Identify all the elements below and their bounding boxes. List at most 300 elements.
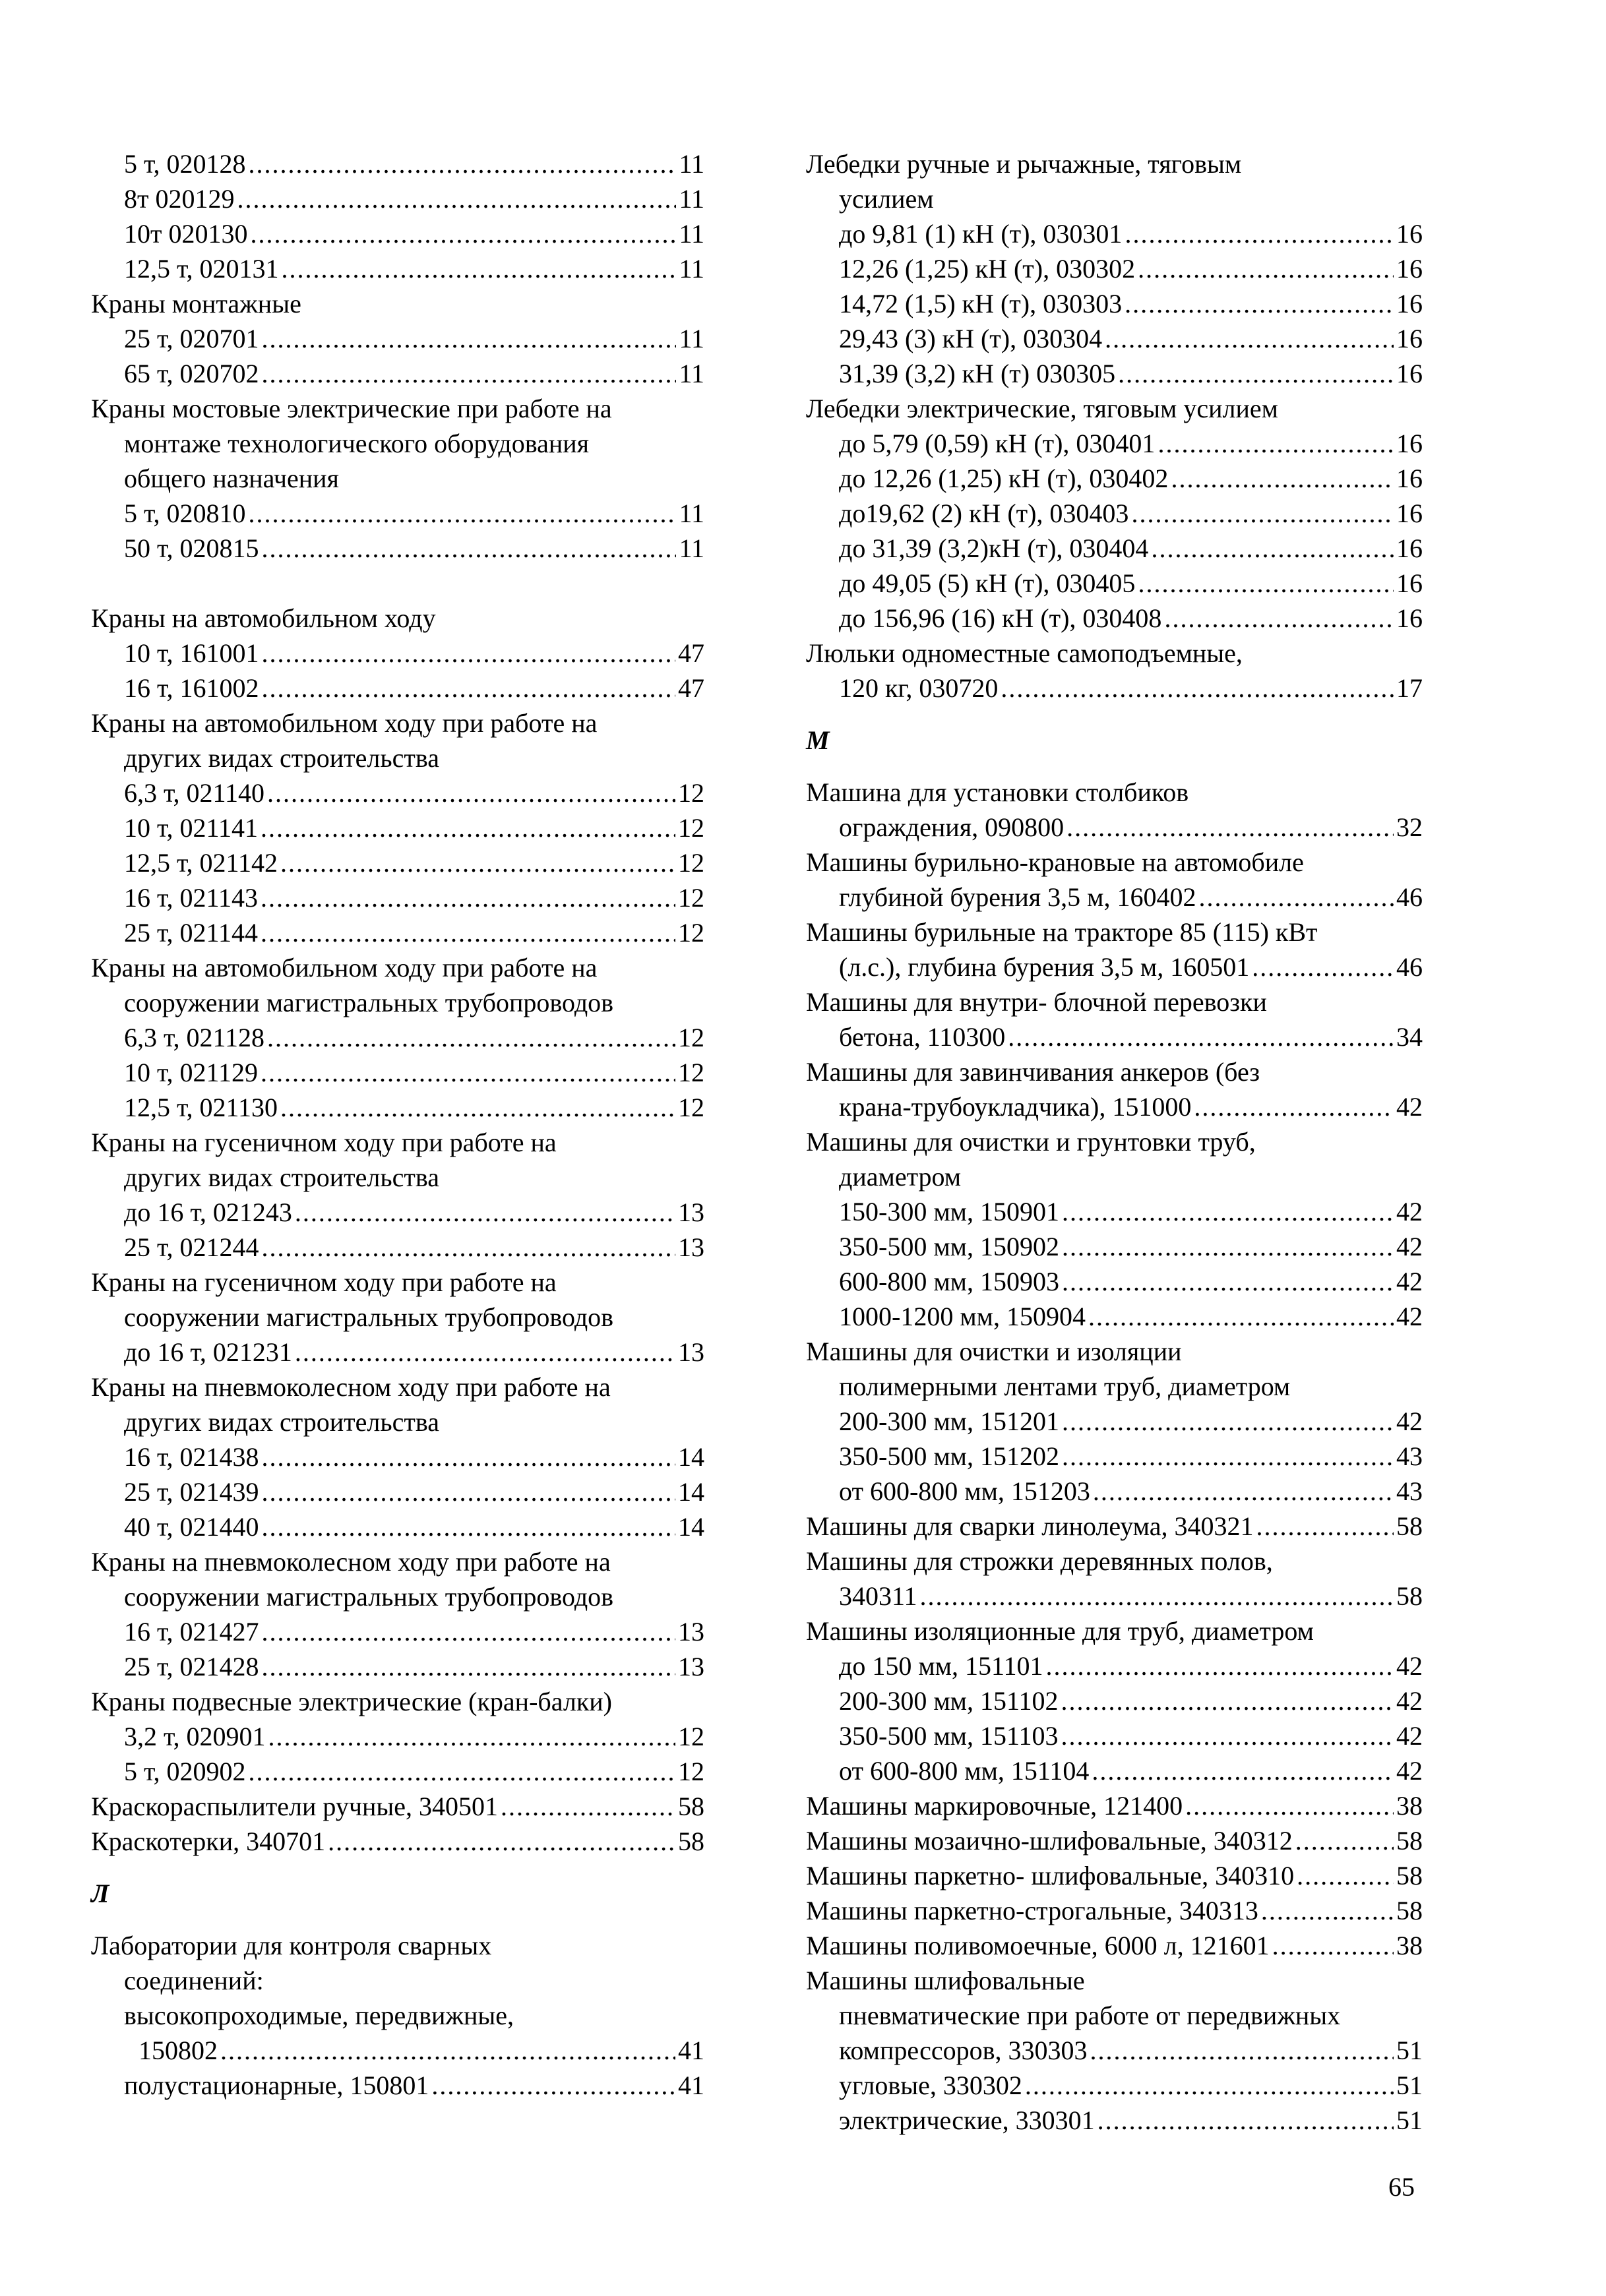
index-entry	[91, 810, 704, 845]
entry-label: 350-500 мм, 150902	[839, 1232, 1059, 1261]
index-entry	[91, 1789, 704, 1824]
dot-leader	[261, 671, 675, 706]
index-entry	[806, 216, 1423, 251]
entry-label: 10т 020130	[124, 219, 248, 249]
page-reference: 12	[678, 1722, 704, 1751]
dot-leader	[267, 775, 675, 810]
page-reference: 58	[1396, 1896, 1423, 1925]
index-heading: Машина для установки столбиков	[806, 777, 1189, 807]
entry-label: 25 т, 021244	[124, 1232, 259, 1262]
dot-leader	[1062, 1264, 1394, 1299]
entry-label: до 5,79 (0,59) кН (т), 030401	[839, 429, 1156, 458]
page-reference: 12	[678, 1757, 704, 1786]
dot-leader	[1125, 286, 1394, 321]
index-entry	[806, 251, 1423, 286]
index-heading: Краны на гусеничном ходу при работе на	[91, 1128, 557, 1157]
dot-leader	[1105, 321, 1394, 356]
page-reference: 51	[1396, 2070, 1423, 2100]
index-heading-continuation: других видах строительства	[124, 1163, 439, 1192]
entry-label: 25 т, 020701	[124, 324, 259, 353]
entry-label: 31,39 (3,2) кН (т) 030305	[839, 359, 1116, 388]
index-entry	[806, 496, 1423, 531]
entry-label: Машины маркировочные, 121400	[806, 1791, 1183, 1821]
entry-label: от 600-800 мм, 151203	[839, 1476, 1090, 1506]
page-reference: 16	[1396, 254, 1423, 284]
dot-leader	[1008, 1019, 1394, 1054]
index-entry	[806, 1264, 1423, 1299]
entry-label: 8т 020129	[124, 184, 235, 214]
entry-label: 16 т, 161002	[124, 673, 259, 703]
index-entry	[91, 1614, 704, 1649]
index-entry	[91, 2068, 704, 2103]
page-reference: 58	[1396, 1826, 1423, 1856]
index-entry	[806, 1928, 1423, 1963]
page-reference: 51	[1396, 2036, 1423, 2065]
page-reference: 12	[678, 1093, 704, 1122]
page-reference: 42	[1396, 1197, 1423, 1226]
entry-label: 14,72 (1,5) кН (т), 030303	[839, 289, 1123, 318]
page-reference: 11	[679, 219, 704, 249]
entry-label: 120 кг, 030720	[839, 673, 999, 703]
page-reference: 16	[1396, 219, 1423, 249]
index-heading-continuation: сооружении магистральных трубопроводов	[124, 1302, 614, 1332]
page-reference: 11	[679, 149, 704, 179]
entry-label: крана-трубоукладчика), 151000	[839, 1092, 1192, 1122]
index-heading: Машины для внутри- блочной перевозки	[806, 987, 1267, 1017]
dot-leader	[328, 1824, 675, 1859]
index-heading-continuation: других видах строительства	[124, 1407, 439, 1437]
page-reference: 42	[1396, 1092, 1423, 1122]
index-entry	[91, 496, 704, 531]
page-reference: 14	[678, 1442, 704, 1472]
dot-leader	[501, 1789, 675, 1824]
index-entry	[91, 1230, 704, 1265]
page-reference: 42	[1396, 1267, 1423, 1296]
entry-label: 340311	[839, 1581, 917, 1611]
page-reference: 12	[678, 883, 704, 913]
entry-label: Краскотерки, 340701	[91, 1827, 326, 1856]
page-reference: 13	[678, 1652, 704, 1681]
entry-label: 25 т, 021439	[124, 1477, 259, 1507]
dot-leader	[261, 1474, 675, 1509]
index-heading-continuation: общего назначения	[124, 464, 339, 493]
index-entry	[806, 1579, 1423, 1614]
index-entry	[806, 1439, 1423, 1474]
page-reference: 58	[1396, 1581, 1423, 1611]
dot-leader	[280, 1090, 675, 1125]
page-reference: 42	[1396, 1302, 1423, 1331]
page-reference: 42	[1396, 1651, 1423, 1681]
page-reference: 34	[1396, 1022, 1423, 1052]
index-entry	[806, 810, 1423, 845]
page-reference: 12	[678, 1058, 704, 1087]
index-entry	[91, 880, 704, 915]
dot-leader	[248, 1754, 675, 1789]
page-reference: 32	[1396, 812, 1423, 842]
index-heading-continuation: сооружении магистральных трубопроводов	[124, 1582, 614, 1612]
index-heading: Краны на автомобильном ходу при работе на	[91, 953, 598, 982]
page-reference: 42	[1396, 1232, 1423, 1261]
entry-label: 10 т, 021129	[124, 1058, 258, 1087]
entry-label: 12,5 т, 020131	[124, 254, 279, 284]
index-entry	[806, 1718, 1423, 1753]
index-entry	[91, 2033, 704, 2068]
index-entry	[806, 2033, 1423, 2068]
page-reference: 12	[678, 848, 704, 878]
index-entry	[91, 1474, 704, 1509]
page-reference: 47	[678, 638, 704, 668]
dot-leader	[1272, 1928, 1394, 1963]
entry-label: 600-800 мм, 150903	[839, 1267, 1059, 1296]
dot-leader	[261, 1614, 675, 1649]
dot-leader	[1025, 2068, 1394, 2103]
dot-leader	[267, 1020, 675, 1055]
entry-label: 350-500 мм, 151202	[839, 1441, 1059, 1471]
index-entry	[91, 356, 704, 391]
page-reference: 58	[678, 1827, 704, 1856]
dot-leader	[280, 845, 675, 880]
entry-label: Машины для сварки линолеума, 340321	[806, 1511, 1254, 1541]
entry-label: до 16 т, 021243	[124, 1197, 292, 1227]
page-reference: 16	[1396, 324, 1423, 353]
dot-leader	[1256, 1509, 1394, 1544]
spacer	[91, 1859, 704, 1876]
index-entry	[91, 181, 704, 216]
index-entry	[91, 1649, 704, 1684]
entry-label: до19,62 (2) кН (т), 030403	[839, 498, 1129, 528]
entry-label: Краскораспылители ручные, 340501	[91, 1792, 498, 1821]
dot-leader	[1061, 1718, 1394, 1753]
page-reference: 12	[678, 778, 704, 808]
index-entry	[91, 1335, 704, 1370]
page-reference: 12	[678, 813, 704, 843]
index-entry	[806, 1753, 1423, 1788]
dot-leader	[261, 915, 675, 950]
index-entry	[806, 950, 1423, 984]
dot-leader	[261, 356, 676, 391]
page-reference: 58	[1396, 1511, 1423, 1541]
entry-label: 200-300 мм, 151201	[839, 1406, 1059, 1436]
entry-label: 10 т, 021141	[124, 813, 258, 843]
index-heading: Лебедки ручные и рычажные, тяговым	[806, 149, 1242, 179]
entry-label: Машины паркетно-строгальные, 340313	[806, 1896, 1258, 1925]
page-reference: 43	[1396, 1441, 1423, 1471]
dot-leader	[1138, 566, 1394, 601]
dot-leader	[431, 2068, 675, 2103]
entry-label: бетона, 110300	[839, 1022, 1006, 1052]
index-heading: Краны на пневмоколесном ходу при работе на	[91, 1372, 611, 1402]
index-entry	[91, 531, 704, 566]
page-reference: 14	[678, 1477, 704, 1507]
index-entry	[806, 1404, 1423, 1439]
page-reference: 11	[679, 254, 704, 284]
index-heading-continuation: пневматические при работе от передвижных	[839, 2001, 1341, 2030]
entry-label: 16 т, 021427	[124, 1617, 259, 1646]
dot-leader	[1125, 216, 1394, 251]
dot-leader	[1164, 601, 1394, 636]
index-heading: Краны на гусеничном ходу при работе на	[91, 1267, 557, 1297]
page-reference: 13	[678, 1617, 704, 1646]
dot-leader	[1295, 1823, 1394, 1858]
index-entry	[806, 1683, 1423, 1718]
entry-label: компрессоров, 330303	[839, 2036, 1088, 2065]
entry-label: 5 т, 020128	[124, 149, 246, 179]
page-reference: 11	[679, 498, 704, 528]
page-reference: 17	[1396, 673, 1423, 703]
index-heading: Краны на автомобильном ходу	[91, 603, 436, 633]
page-reference: 11	[679, 184, 704, 214]
dot-leader	[1062, 1229, 1394, 1264]
index-entry	[91, 775, 704, 810]
dot-leader	[1062, 1404, 1394, 1439]
index-entry	[91, 1195, 704, 1230]
entry-label: до 16 т, 021231	[124, 1337, 292, 1367]
dot-leader	[1093, 1474, 1394, 1509]
dot-leader	[1171, 461, 1394, 496]
index-heading: Краны на пневмоколесном ходу при работе на	[91, 1547, 611, 1577]
page-reference: 16	[1396, 359, 1423, 388]
index-entry	[91, 671, 704, 706]
dot-leader	[1138, 251, 1394, 286]
index-entry	[806, 286, 1423, 321]
index-entry	[91, 146, 704, 181]
entry-label: электрические, 330301	[839, 2105, 1095, 2135]
index-entry	[91, 216, 704, 251]
dot-leader	[261, 810, 675, 845]
page-number: 65	[1388, 2172, 1415, 2202]
index-entry	[91, 1439, 704, 1474]
dot-leader	[1062, 1439, 1394, 1474]
index-entry	[806, 2068, 1423, 2103]
entry-label: 25 т, 021144	[124, 918, 258, 948]
index-entry	[806, 601, 1423, 636]
page-reference: 46	[1396, 952, 1423, 982]
entry-label: 3,2 т, 020901	[124, 1722, 266, 1751]
page-reference: 11	[679, 324, 704, 353]
entry-label: (л.с.), глубина бурения 3,5 м, 160501	[839, 952, 1250, 982]
index-entry	[91, 1020, 704, 1055]
entry-label: 40 т, 021440	[124, 1512, 259, 1542]
entry-label: ограждения, 090800	[839, 812, 1065, 842]
index-entry	[806, 1229, 1423, 1264]
index-heading: Краны монтажные	[91, 289, 301, 318]
entry-label: 200-300 мм, 151102	[839, 1686, 1059, 1716]
dot-leader	[261, 1055, 675, 1090]
dot-leader	[1131, 496, 1394, 531]
dot-leader	[1088, 1299, 1394, 1334]
dot-leader	[261, 531, 676, 566]
dot-leader	[1185, 1788, 1394, 1823]
entry-label: 350-500 мм, 151103	[839, 1721, 1059, 1751]
spacer	[806, 758, 1423, 775]
index-heading: Машины бурильно-крановые на автомобиле	[806, 847, 1304, 877]
page-reference: 42	[1396, 1721, 1423, 1751]
entry-label: 50 т, 020815	[124, 533, 259, 563]
page-reference: 12	[678, 918, 704, 948]
dot-leader	[1066, 810, 1394, 845]
page-reference: 16	[1396, 464, 1423, 493]
dot-leader	[248, 146, 676, 181]
dot-leader	[1297, 1858, 1394, 1893]
index-entry	[806, 1823, 1423, 1858]
dot-leader	[220, 2033, 675, 2068]
page-reference: 41	[678, 2070, 704, 2100]
index-entry	[806, 1788, 1423, 1823]
index-entry	[806, 1474, 1423, 1509]
dot-leader	[261, 636, 675, 671]
page-reference: 47	[678, 673, 704, 703]
index-column-left	[91, 146, 704, 2103]
page-reference: 46	[1396, 882, 1423, 912]
dot-leader	[250, 216, 676, 251]
index-entry	[806, 671, 1423, 706]
entry-label: до 150 мм, 151101	[839, 1651, 1043, 1681]
entry-label: Машины поливомоечные, 6000 л, 121601	[806, 1931, 1270, 1960]
dot-leader	[920, 1579, 1394, 1614]
entry-label: до 9,81 (1) кН (т), 030301	[839, 219, 1123, 249]
page-reference: 41	[678, 2036, 704, 2065]
dot-leader	[281, 251, 676, 286]
index-heading: Машины для очистки и грунтовки труб,	[806, 1127, 1256, 1157]
page-reference: 42	[1396, 1756, 1423, 1786]
index-heading-continuation: сооружении магистральных трубопроводов	[124, 988, 614, 1017]
index-entry	[806, 1194, 1423, 1229]
entry-label: до 31,39 (3,2)кН (т), 030404	[839, 533, 1149, 563]
spacer	[91, 1911, 704, 1928]
page-reference: 13	[678, 1337, 704, 1367]
index-heading: Машины бурильные на тракторе 85 (115) кВт	[806, 917, 1318, 947]
index-entry	[806, 321, 1423, 356]
dot-leader	[295, 1195, 675, 1230]
page-reference: 13	[678, 1197, 704, 1227]
index-heading-continuation: диаметром	[839, 1162, 962, 1192]
page-reference: 38	[1396, 1931, 1423, 1960]
index-heading: Машины изоляционные для труб, диаметром	[806, 1616, 1314, 1646]
page-reference: 11	[679, 533, 704, 563]
index-entry	[806, 1089, 1423, 1124]
index-entry	[91, 845, 704, 880]
entry-label: 29,43 (3) кН (т), 030304	[839, 324, 1103, 353]
page-reference: 42	[1396, 1406, 1423, 1436]
page-reference: 16	[1396, 533, 1423, 563]
page-reference: 42	[1396, 1686, 1423, 1716]
index-entry	[806, 1648, 1423, 1683]
dot-leader	[248, 496, 676, 531]
entry-label: угловые, 330302	[839, 2070, 1022, 2100]
index-heading: Краны мостовые электрические при работе на	[91, 394, 612, 423]
entry-label: до 49,05 (5) кН (т), 030405	[839, 568, 1136, 598]
dot-leader	[1158, 426, 1394, 461]
index-heading: Машины шлифовальные	[806, 1966, 1085, 1995]
index-entry	[91, 1055, 704, 1090]
dot-leader	[1097, 2103, 1394, 2138]
entry-label: 12,5 т, 021130	[124, 1093, 278, 1122]
dot-leader	[1092, 1753, 1394, 1788]
index-entry	[806, 1019, 1423, 1054]
entry-label: 6,3 т, 021128	[124, 1023, 264, 1052]
index-heading: Люльки одноместные самоподъемные,	[806, 638, 1243, 668]
index-heading-continuation: высокопроходимые, передвижные,	[124, 2001, 514, 2030]
entry-label: до 156,96 (16) кН (т), 030408	[839, 603, 1162, 633]
entry-label: Машины мозаично-шлифовальные, 340312	[806, 1826, 1293, 1856]
index-heading-continuation: соединений:	[124, 1966, 264, 1995]
page-reference: 58	[678, 1792, 704, 1821]
index-entry	[806, 1858, 1423, 1893]
dot-leader	[268, 1719, 675, 1754]
dot-leader	[1090, 2033, 1394, 2068]
dot-leader	[1062, 1194, 1394, 1229]
dot-leader	[1261, 1893, 1394, 1928]
dot-leader	[261, 1230, 675, 1265]
index-entry	[91, 915, 704, 950]
dot-leader	[261, 1649, 675, 1684]
dot-leader	[1252, 950, 1394, 984]
page-reference: 16	[1396, 568, 1423, 598]
section-letter: М	[806, 725, 830, 755]
dot-leader	[261, 321, 676, 356]
entry-label: 16 т, 021143	[124, 883, 258, 913]
page-reference: 43	[1396, 1476, 1423, 1506]
index-entry	[806, 426, 1423, 461]
index-heading: Машины для завинчивания анкеров (без	[806, 1057, 1260, 1087]
index-entry	[91, 251, 704, 286]
index-entry	[806, 1509, 1423, 1544]
entry-label: 5 т, 020902	[124, 1757, 246, 1786]
index-column-right	[806, 146, 1423, 2138]
page-reference: 14	[678, 1512, 704, 1542]
entry-label: 5 т, 020810	[124, 498, 246, 528]
index-entry	[91, 1509, 704, 1544]
entry-label: 150-300 мм, 150901	[839, 1197, 1059, 1226]
index-entry	[91, 1719, 704, 1754]
entry-label: до 12,26 (1,25) кН (т), 030402	[839, 464, 1169, 493]
page-reference: 13	[678, 1232, 704, 1262]
page-reference: 16	[1396, 289, 1423, 318]
entry-label: 1000-1200 мм, 150904	[839, 1302, 1086, 1331]
dot-leader	[1151, 531, 1394, 566]
index-heading-continuation: других видах строительства	[124, 743, 439, 773]
dot-leader	[1118, 356, 1394, 391]
index-entry	[806, 566, 1423, 601]
dot-leader	[237, 181, 676, 216]
entry-label: от 600-800 мм, 151104	[839, 1756, 1090, 1786]
spacer	[806, 706, 1423, 723]
entry-label: 12,5 т, 021142	[124, 848, 278, 878]
page-reference: 38	[1396, 1791, 1423, 1821]
index-entry	[91, 321, 704, 356]
entry-label: 25 т, 021428	[124, 1652, 259, 1681]
page-reference: 16	[1396, 498, 1423, 528]
page-reference: 12	[678, 1023, 704, 1052]
spacer	[91, 566, 704, 601]
index-entry	[806, 2103, 1423, 2138]
page-reference: 16	[1396, 603, 1423, 633]
index-heading: Машины для очистки и изоляции	[806, 1337, 1182, 1366]
dot-leader	[295, 1335, 675, 1370]
dot-leader	[1198, 880, 1394, 915]
index-heading-continuation: усилием	[839, 184, 934, 214]
index-entry	[806, 461, 1423, 496]
index-heading: Краны подвесные электрические (кран-балки)	[91, 1687, 612, 1716]
index-entry	[806, 1893, 1423, 1928]
index-entry	[806, 531, 1423, 566]
index-entry	[806, 356, 1423, 391]
entry-label: 65 т, 020702	[124, 359, 259, 388]
index-entry	[91, 636, 704, 671]
index-entry	[91, 1754, 704, 1789]
index-heading: Лаборатории для контроля сварных	[91, 1931, 492, 1960]
index-heading: Краны на автомобильном ходу при работе на	[91, 708, 598, 738]
